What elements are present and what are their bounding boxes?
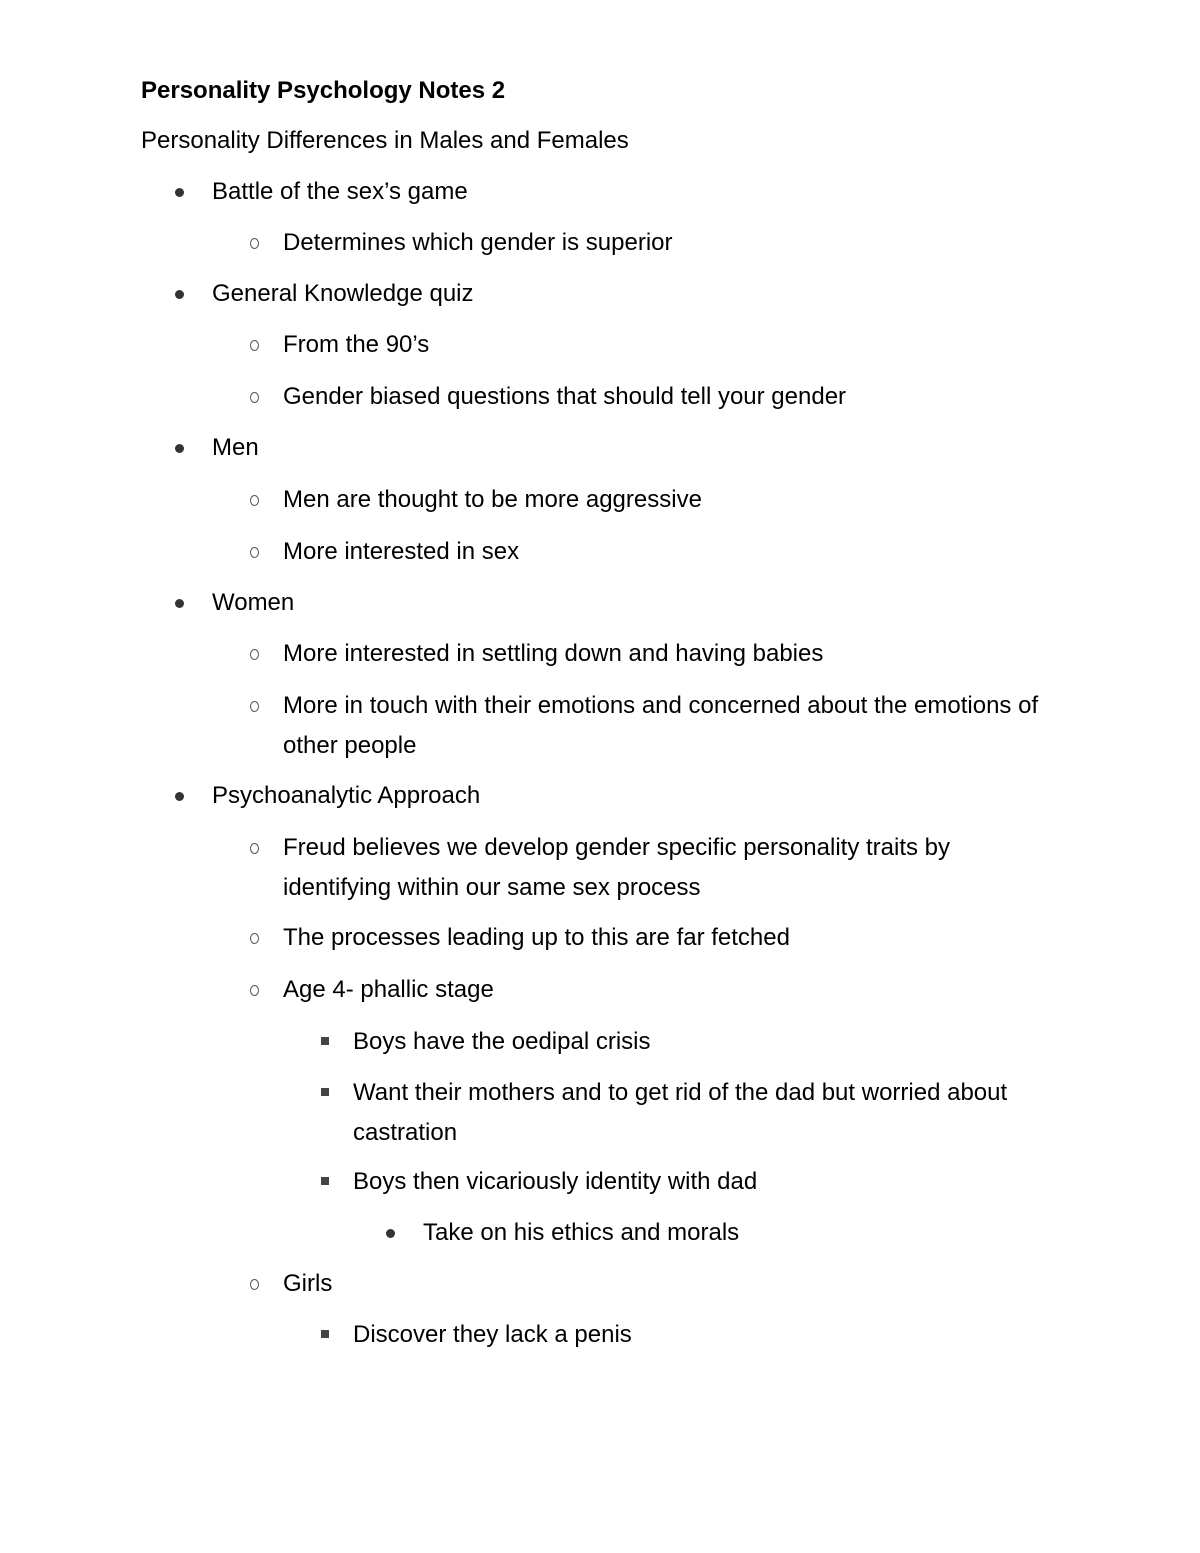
list-item-text: Men: [212, 434, 259, 461]
bullet-dot-icon: [175, 792, 184, 801]
list-item: [283, 970, 1043, 1010]
list-item-text: Determines which gender is superior: [283, 229, 673, 256]
list-item: [212, 428, 972, 468]
list-item-text: More interested in settling down and having babies: [283, 640, 824, 667]
bullet-dot-icon: [175, 290, 184, 299]
list-item: [283, 918, 1043, 958]
list-item-text: Girls: [283, 1270, 333, 1297]
bullet-circle-icon: [250, 843, 259, 854]
bullet-dot-icon: [175, 188, 184, 197]
list-item: [283, 828, 1043, 908]
list-item: [283, 223, 1043, 263]
bullet-circle-icon: [250, 985, 259, 996]
bullet-circle-icon: [250, 933, 259, 944]
bullet-circle-icon: [250, 701, 259, 712]
list-item: [283, 325, 1043, 365]
page-subtitle: Personality Differences in Males and Females: [141, 127, 629, 154]
bullet-square-icon: [321, 1330, 329, 1338]
bullet-square-icon: [321, 1037, 329, 1045]
bullet-dot-icon: [175, 444, 184, 453]
list-item: [283, 686, 1043, 766]
bullet-circle-icon: [250, 495, 259, 506]
list-item: [423, 1213, 1063, 1253]
bullet-circle-icon: [250, 340, 259, 351]
bullet-circle-icon: [250, 392, 259, 403]
bullet-square-icon: [321, 1177, 329, 1185]
list-item-text: From the 90’s: [283, 331, 430, 358]
list-item-text: Gender biased questions that should tell your gender: [283, 383, 847, 410]
bullet-square-icon: [321, 1088, 329, 1096]
bullet-dot-icon: [386, 1229, 395, 1238]
list-item-text: Age 4- phallic stage: [283, 976, 494, 1003]
list-item: [212, 776, 972, 816]
list-item: [283, 532, 1043, 572]
list-item-text: More interested in sex: [283, 538, 520, 565]
list-item-text: Boys have the oedipal crisis: [353, 1028, 651, 1055]
page-title: Personality Psychology Notes 2: [141, 77, 506, 104]
list-item: [212, 583, 972, 623]
list-item-text: More in touch with their emotions and concerned about the emotions of other people: [283, 692, 1039, 759]
list-item-text: Battle of the sex’s game: [212, 178, 468, 205]
list-item-text: General Knowledge quiz: [212, 280, 474, 307]
list-item: [283, 480, 1043, 520]
list-item: [283, 377, 1043, 417]
list-item: [283, 1264, 1043, 1304]
list-item-text: Freud believes we develop gender specific personality traits by identifying within our same sex process: [283, 834, 951, 901]
list-item-text: Boys then vicariously identity with dad: [353, 1168, 758, 1195]
list-item-text: Take on his ethics and morals: [423, 1219, 740, 1246]
bullet-circle-icon: [250, 547, 259, 558]
list-item: [353, 1022, 1053, 1062]
list-item: [353, 1315, 1053, 1355]
list-item: [283, 634, 1043, 674]
list-item: [353, 1073, 1053, 1153]
list-item-text: Want their mothers and to get rid of the dad but worried about castration: [353, 1079, 1008, 1146]
list-item-text: Women: [212, 589, 295, 616]
list-item-text: The processes leading up to this are far fetched: [283, 924, 790, 951]
list-item-text: Psychoanalytic Approach: [212, 782, 481, 809]
list-item-text: Men are thought to be more aggressive: [283, 486, 702, 513]
bullet-circle-icon: [250, 1279, 259, 1290]
list-item: [353, 1162, 1053, 1202]
list-item: [212, 274, 972, 314]
bullet-circle-icon: [250, 649, 259, 660]
list-item: [212, 172, 972, 212]
list-item-text: Discover they lack a penis: [353, 1321, 632, 1348]
bullet-circle-icon: [250, 238, 259, 249]
bullet-dot-icon: [175, 599, 184, 608]
